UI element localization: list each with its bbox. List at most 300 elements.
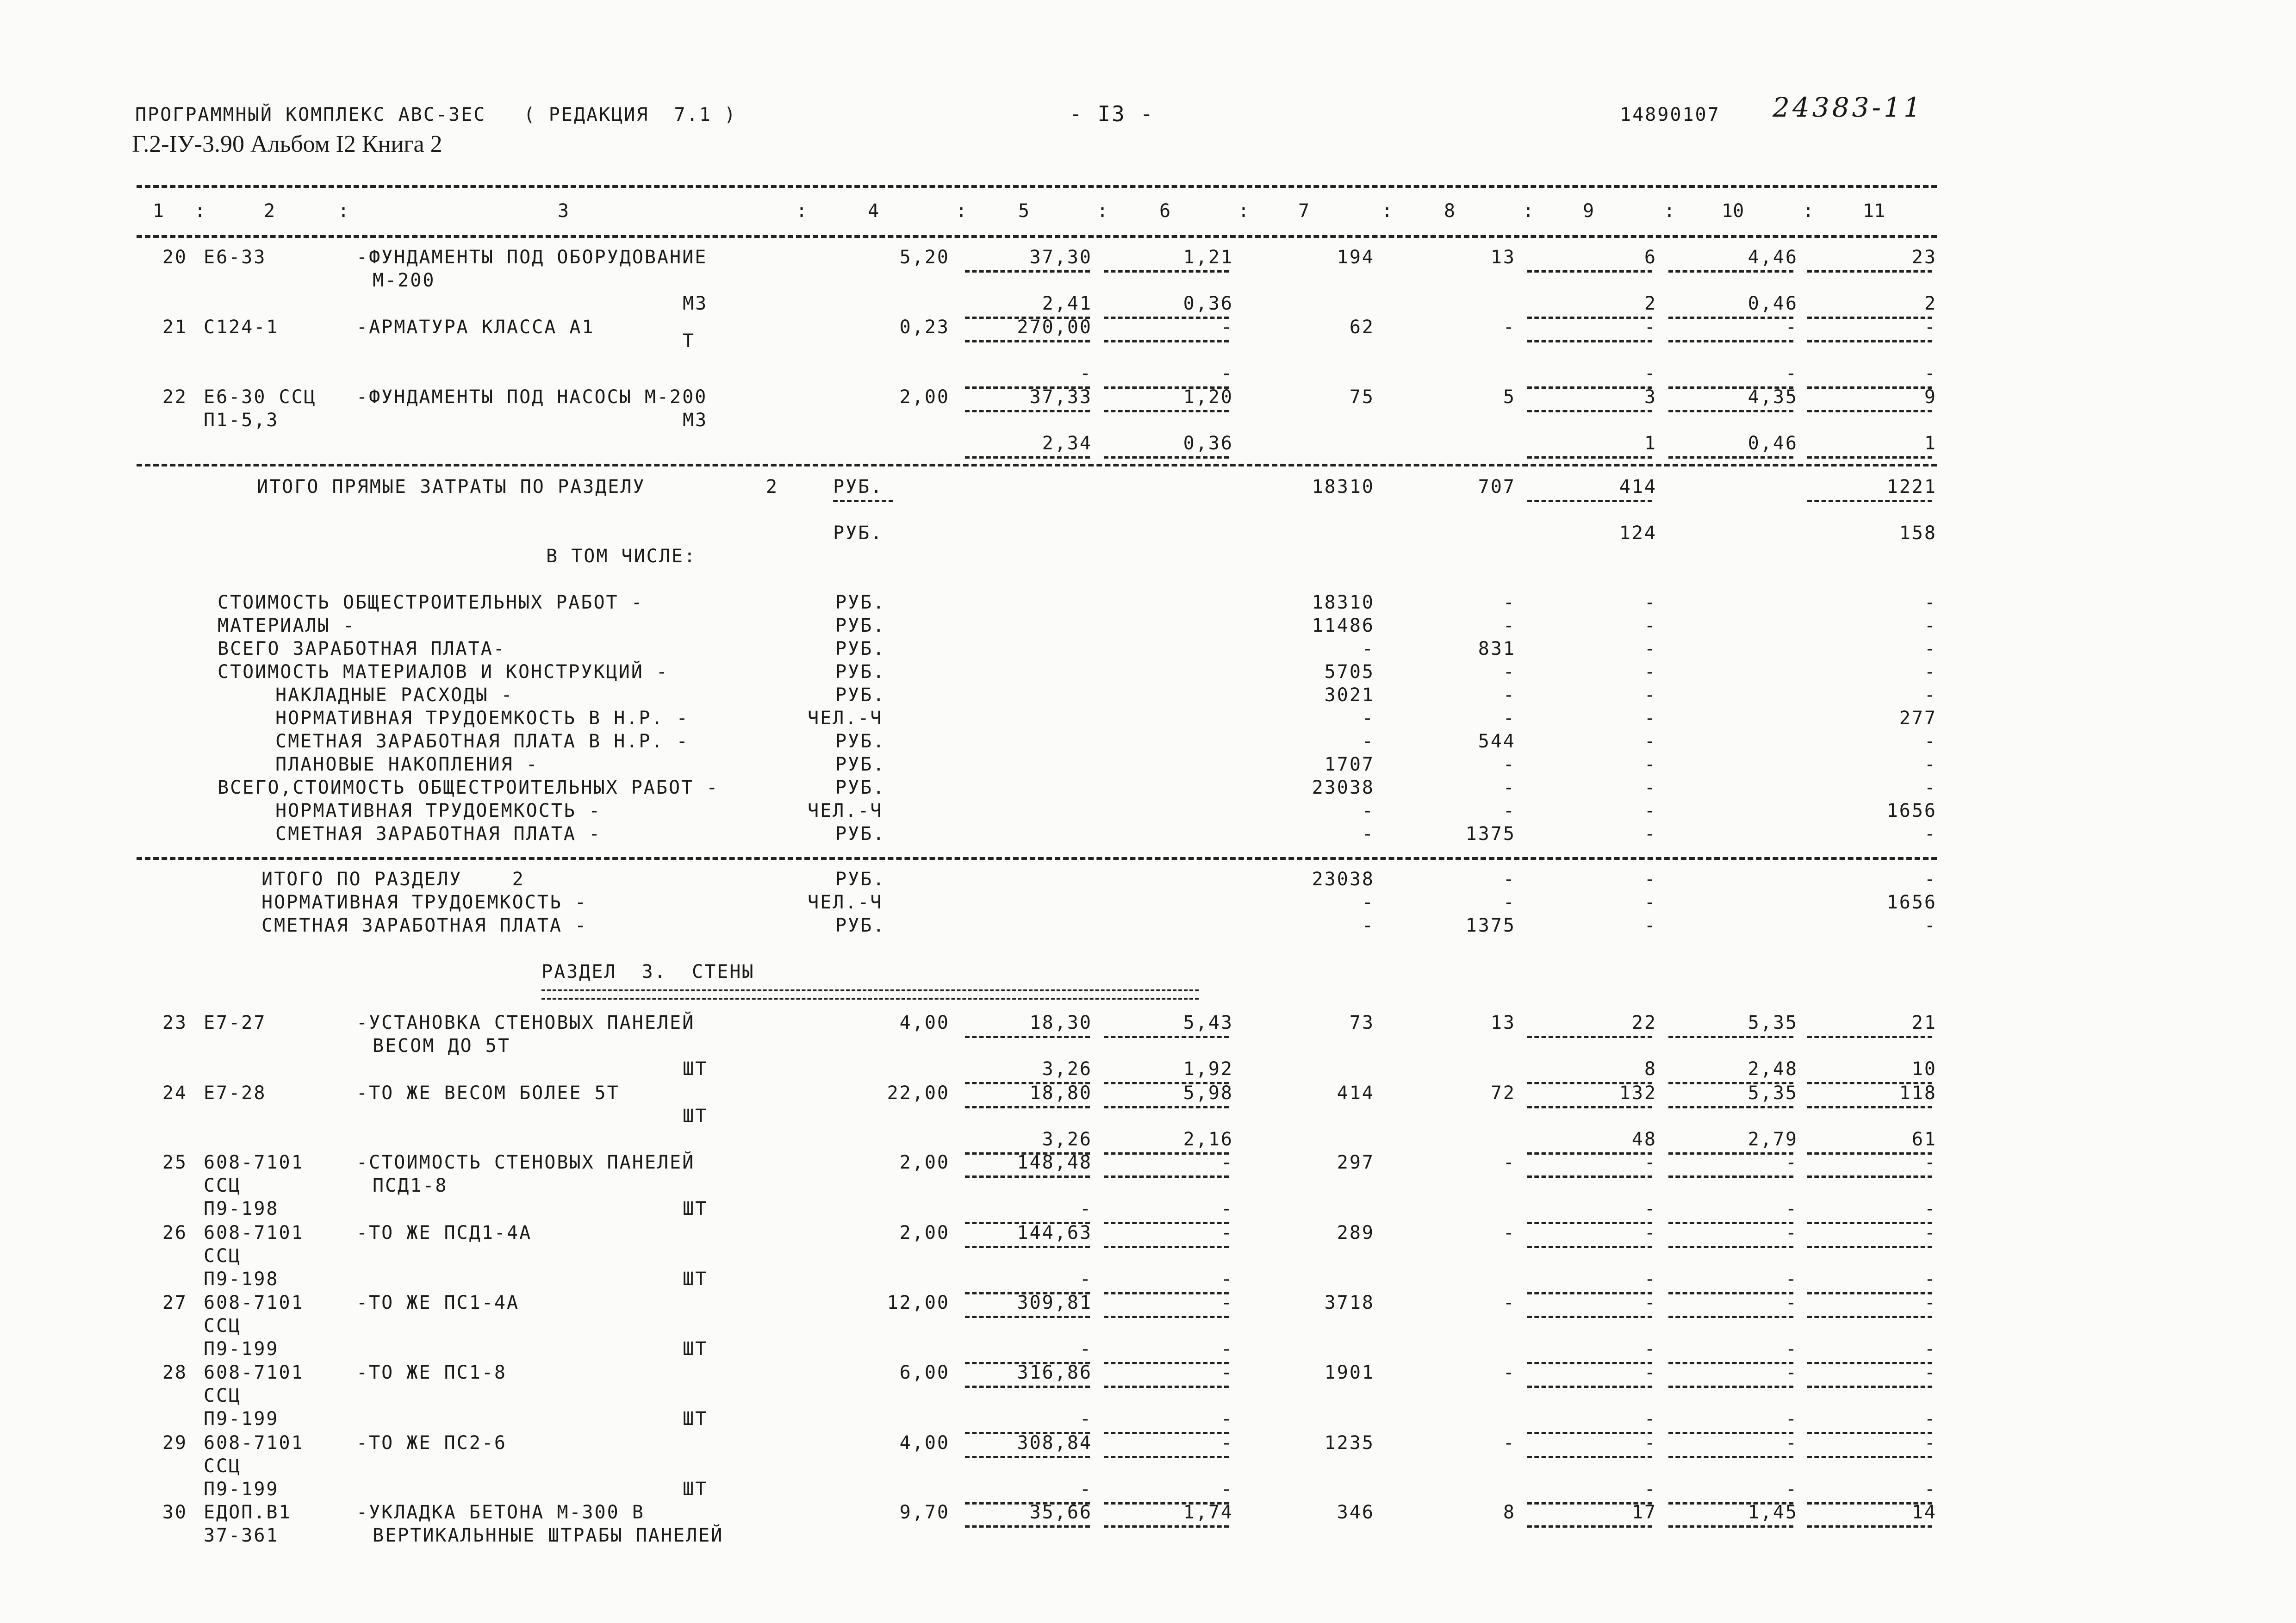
item-quantity: 5,20 <box>899 247 950 268</box>
cell-c5b: 2,41 <box>1042 293 1092 314</box>
cell-c5b: - <box>1079 1269 1092 1290</box>
cell-rule <box>1104 1386 1229 1388</box>
cell-rule <box>1104 410 1229 412</box>
cell-c11: 14 <box>1911 1502 1937 1523</box>
item-description: -ТО ЖЕ ПС1-4А <box>356 1292 520 1313</box>
cell-rule <box>1527 340 1652 342</box>
cell-c11b: - <box>1924 1269 1937 1290</box>
item-number: 27 <box>162 1292 187 1313</box>
item-quantity: 12,00 <box>887 1292 950 1313</box>
column-header-3: 3 <box>558 200 569 222</box>
cell-c7: 73 <box>1349 1012 1375 1033</box>
cell-rule <box>1104 1175 1229 1178</box>
cell-c10: - <box>1785 1432 1798 1454</box>
cell-rule <box>1104 1316 1229 1318</box>
cell-c7: 297 <box>1337 1152 1375 1173</box>
item-code: П9-198 <box>204 1269 279 1290</box>
breakdown-c8: - <box>1503 661 1516 683</box>
column-header-7: 7 <box>1298 200 1310 222</box>
header-top-rule <box>137 185 1937 188</box>
breakdown-unit: РУБ. <box>835 684 886 706</box>
cell-rule <box>1668 456 1793 459</box>
cell-c5: 144,63 <box>1017 1222 1092 1244</box>
cell-rule <box>1807 1525 1932 1528</box>
cell-rule <box>1527 1525 1652 1528</box>
handwritten-number: 24383-11 <box>1773 92 1923 123</box>
section-total-unit: ЧЕЛ.-Ч <box>808 892 883 913</box>
section-heading: РАЗДЕЛ 3. СТЕНЫ <box>541 961 755 983</box>
total-c7: 18310 <box>1312 476 1375 497</box>
breakdown-c11: - <box>1924 615 1937 636</box>
breakdown-unit: РУБ. <box>835 592 886 613</box>
cell-c9: - <box>1644 1152 1657 1173</box>
cell-c5: 148,48 <box>1017 1152 1092 1173</box>
cell-c5: 18,80 <box>1029 1082 1092 1104</box>
cell-rule <box>965 340 1090 342</box>
breakdown-c7: 1707 <box>1324 754 1375 775</box>
cell-c10: - <box>1785 1362 1798 1383</box>
breakdown-c7: - <box>1362 708 1375 729</box>
breakdown-label: ВСЕГО ЗАРАБОТНАЯ ПЛАТА- <box>218 638 506 659</box>
item-description: -ТО ЖЕ ПСД1-4А <box>356 1222 532 1244</box>
breakdown-unit: ЧЕЛ.-Ч <box>808 708 883 729</box>
cell-c6b: - <box>1220 363 1233 384</box>
cell-c11b: - <box>1924 1198 1937 1219</box>
breakdown-c8: - <box>1503 684 1516 706</box>
cell-c11b: - <box>1924 1338 1937 1360</box>
breakdown-c8: - <box>1503 708 1516 729</box>
section-total-c9: - <box>1644 892 1657 913</box>
cell-c5b: - <box>1079 1479 1092 1500</box>
item-code: П9-199 <box>204 1408 279 1430</box>
cell-c7: 289 <box>1337 1222 1375 1244</box>
item-code: ССЦ <box>204 1455 242 1477</box>
breakdown-c11: - <box>1924 777 1937 798</box>
section-total-label: СМЕТНАЯ ЗАРАБОТНАЯ ПЛАТА - <box>261 915 588 936</box>
column-separator: : <box>1803 200 1814 222</box>
cell-c11b: 61 <box>1911 1129 1937 1150</box>
breakdown-c9: - <box>1644 777 1657 798</box>
item-code: ССЦ <box>204 1385 242 1406</box>
cell-c10: - <box>1785 1292 1798 1313</box>
section-total-rule <box>137 857 1937 860</box>
item-unit: ШТ <box>683 1479 708 1500</box>
breakdown-c8: - <box>1503 800 1516 821</box>
cell-rule <box>1807 1456 1932 1458</box>
breakdown-label: СТОИМОСТЬ ОБЩЕСТРОИТЕЛЬНЫХ РАБОТ - <box>218 592 644 613</box>
cell-rule <box>1104 1456 1229 1458</box>
cell-rule <box>1527 456 1652 459</box>
cell-c10: 4,46 <box>1748 247 1798 268</box>
cell-c8: 8 <box>1503 1502 1516 1523</box>
item-quantity: 22,00 <box>887 1082 950 1104</box>
breakdown-c11: - <box>1924 592 1937 613</box>
cell-rule <box>965 1456 1090 1458</box>
item-quantity: 0,23 <box>899 317 950 338</box>
item-unit: ШТ <box>683 1269 708 1290</box>
cell-c9: - <box>1644 1432 1657 1454</box>
item-quantity: 2,00 <box>899 386 950 408</box>
cell-rule <box>833 500 893 502</box>
breakdown-unit: РУБ. <box>835 661 886 683</box>
cell-rule <box>1668 1525 1793 1528</box>
cell-rule <box>965 1106 1090 1108</box>
item-description: -ТО ЖЕ ПС2-6 <box>356 1432 507 1454</box>
cell-rule <box>1807 1106 1932 1108</box>
cell-c7: 414 <box>1337 1082 1375 1104</box>
item-description: М-200 <box>373 270 436 291</box>
breakdown-c9: - <box>1644 615 1657 636</box>
cell-rule <box>1668 340 1793 342</box>
item-code: П9-199 <box>204 1338 279 1360</box>
column-header-9: 9 <box>1583 200 1594 222</box>
cell-c6: - <box>1220 1222 1233 1244</box>
item-code: Е6-33 <box>204 247 267 268</box>
cell-c6b: 2,16 <box>1183 1129 1233 1150</box>
cell-rule <box>1527 500 1652 502</box>
cell-rule <box>1807 1175 1932 1178</box>
cell-c7: 346 <box>1337 1502 1375 1523</box>
column-separator: : <box>338 200 349 222</box>
cell-c9: - <box>1644 1362 1657 1383</box>
item-description: -ТО ЖЕ ВЕСОМ БОЛЕЕ 5Т <box>356 1082 620 1104</box>
item-description: -СТОИМОСТЬ СТЕНОВЫХ ПАНЕЛЕЙ <box>356 1152 695 1173</box>
cell-rule <box>1527 1036 1652 1038</box>
section-total-c11: - <box>1924 915 1937 936</box>
item-code: ССЦ <box>204 1175 242 1196</box>
cell-c11b: - <box>1924 1408 1937 1430</box>
breakdown-c9: - <box>1644 708 1657 729</box>
breakdown-label: СТОИМОСТЬ МАТЕРИАЛОВ И КОНСТРУКЦИЙ - <box>218 661 669 683</box>
cell-c6: - <box>1220 317 1233 338</box>
cell-rule <box>965 270 1090 273</box>
breakdown-unit: РУБ. <box>835 731 886 752</box>
cell-c8: 5 <box>1503 386 1516 408</box>
cell-c11: 118 <box>1899 1082 1937 1104</box>
item-quantity: 9,70 <box>899 1502 950 1523</box>
breakdown-label: ПЛАНОВЫЕ НАКОПЛЕНИЯ - <box>275 754 539 775</box>
breakdown-c9: - <box>1644 754 1657 775</box>
section-total-c7: - <box>1362 915 1375 936</box>
item-description: -ФУНДАМЕНТЫ ПОД НАСОСЫ М-200 <box>356 386 708 408</box>
total-section: 2 <box>766 476 779 497</box>
cell-c11: 21 <box>1911 1012 1937 1033</box>
cell-c11b: 2 <box>1924 293 1937 314</box>
item-unit: Т <box>683 330 696 352</box>
cell-c11: - <box>1924 1222 1937 1244</box>
cell-c10b: 2,48 <box>1748 1058 1798 1080</box>
totals-top-rule <box>137 464 1937 466</box>
cell-rule <box>965 456 1090 459</box>
cell-rule <box>1527 1246 1652 1248</box>
cell-c9b: - <box>1644 1338 1657 1360</box>
cell-rule <box>1807 500 1932 502</box>
item-code: С124-1 <box>204 317 279 338</box>
cell-rule <box>965 1175 1090 1178</box>
item-unit: М3 <box>683 410 708 431</box>
cell-c9b: 48 <box>1631 1129 1657 1150</box>
column-header-5: 5 <box>1018 200 1030 222</box>
cell-c10b: - <box>1785 1338 1798 1360</box>
breakdown-c9: - <box>1644 800 1657 821</box>
cell-rule <box>1807 1036 1932 1038</box>
cell-rule <box>1527 1316 1652 1318</box>
cell-c10b: - <box>1785 1408 1798 1430</box>
column-header-8: 8 <box>1444 200 1456 222</box>
item-quantity: 2,00 <box>899 1222 950 1244</box>
cell-c9b: - <box>1644 1269 1657 1290</box>
cell-rule <box>1668 1106 1793 1108</box>
item-quantity: 6,00 <box>899 1362 950 1383</box>
cell-rule <box>1527 1175 1652 1178</box>
cell-c9: 6 <box>1644 247 1657 268</box>
cell-c6b: - <box>1220 1479 1233 1500</box>
breakdown-unit: РУБ. <box>835 777 886 798</box>
cell-c8: - <box>1503 1362 1516 1383</box>
cell-c5: 37,33 <box>1029 386 1092 408</box>
cell-c11: - <box>1924 1432 1937 1454</box>
cell-rule <box>965 410 1090 412</box>
cell-rule <box>1668 1036 1793 1038</box>
breakdown-unit: ЧЕЛ.-Ч <box>808 800 883 821</box>
item-code: Е7-27 <box>204 1012 267 1033</box>
cell-c6b: - <box>1220 1198 1233 1219</box>
section-total-label: ИТОГО ПО РАЗДЕЛУ 2 <box>261 869 525 890</box>
cell-c10b: - <box>1785 1269 1798 1290</box>
cell-c5b: 2,34 <box>1042 433 1092 454</box>
cell-rule <box>1668 1246 1793 1248</box>
cell-rule <box>1104 456 1229 459</box>
cell-c8: - <box>1503 1292 1516 1313</box>
item-unit: ШТ <box>683 1408 708 1430</box>
cell-c6: 1,20 <box>1183 386 1233 408</box>
cell-rule <box>1807 1246 1932 1248</box>
cell-c11: - <box>1924 1152 1937 1173</box>
cell-c5: 18,30 <box>1029 1012 1092 1033</box>
breakdown-c8: - <box>1503 615 1516 636</box>
cell-rule <box>1807 1386 1932 1388</box>
cell-c10: - <box>1785 317 1798 338</box>
cell-c5b: 3,26 <box>1042 1058 1092 1080</box>
item-code: ССЦ <box>204 1315 242 1337</box>
cell-c7: 3718 <box>1324 1292 1375 1313</box>
cell-c5: 316,86 <box>1017 1362 1092 1383</box>
cell-rule <box>965 1246 1090 1248</box>
breakdown-label: НОРМАТИВНАЯ ТРУДОЕМКОСТЬ В Н.Р. - <box>275 708 689 729</box>
cell-c6: 1,21 <box>1183 247 1233 268</box>
breakdown-c11: 277 <box>1899 708 1937 729</box>
breakdown-c11: - <box>1924 661 1937 683</box>
item-unit: ШТ <box>683 1106 708 1127</box>
breakdown-c11: - <box>1924 823 1937 845</box>
cell-c6b: - <box>1220 1269 1233 1290</box>
total-label: ИТОГО ПРЯМЫЕ ЗАТРАТЫ ПО РАЗДЕЛУ <box>257 476 646 497</box>
item-quantity: 2,00 <box>899 1152 950 1173</box>
total-unit: РУБ. <box>833 476 884 497</box>
cell-c11: 23 <box>1911 247 1937 268</box>
item-code: 608-7101 <box>204 1362 304 1383</box>
cell-c5: 270,00 <box>1017 317 1092 338</box>
total-c11: 1221 <box>1886 476 1937 497</box>
breakdown-c11: - <box>1924 684 1937 706</box>
item-number: 22 <box>162 386 187 408</box>
item-description: -ТО ЖЕ ПС1-8 <box>356 1362 507 1383</box>
cell-rule <box>1527 1386 1652 1388</box>
cell-c9: 22 <box>1631 1012 1657 1033</box>
total-c9: 414 <box>1619 476 1657 497</box>
breakdown-c7: 11486 <box>1312 615 1375 636</box>
column-separator: : <box>1097 200 1108 222</box>
cell-c9b: - <box>1644 1408 1657 1430</box>
cell-c6: - <box>1220 1292 1233 1313</box>
section-total-c9: - <box>1644 869 1657 890</box>
cell-rule <box>1668 270 1793 273</box>
cell-c7: 1235 <box>1324 1432 1375 1454</box>
cell-c6b: 1,92 <box>1183 1058 1233 1080</box>
breakdown-c11: 1656 <box>1886 800 1937 821</box>
column-separator: : <box>1664 200 1675 222</box>
item-number: 29 <box>162 1432 187 1454</box>
cell-c5: 308,84 <box>1017 1432 1092 1454</box>
cell-rule <box>1668 410 1793 412</box>
cell-c9: - <box>1644 1222 1657 1244</box>
item-code: П9-199 <box>204 1479 279 1500</box>
section-total-c8: 1375 <box>1465 915 1516 936</box>
breakdown-c11: - <box>1924 731 1937 752</box>
cell-c10: 4,35 <box>1748 386 1798 408</box>
column-header-6: 6 <box>1159 200 1171 222</box>
section-total-c7: 23038 <box>1312 869 1375 890</box>
item-unit: ШТ <box>683 1338 708 1360</box>
breakdown-c8: 544 <box>1478 731 1516 752</box>
item-code: ЕДОП.В1 <box>204 1502 292 1523</box>
breakdown-c9: - <box>1644 684 1657 706</box>
cell-rule <box>965 1525 1090 1528</box>
breakdown-c7: - <box>1362 731 1375 752</box>
cell-c11: - <box>1924 317 1937 338</box>
page-number: - I3 - <box>1069 101 1155 126</box>
cell-c10: 5,35 <box>1748 1012 1798 1033</box>
cell-c5b: - <box>1079 1198 1092 1219</box>
breakdown-c7: 18310 <box>1312 592 1375 613</box>
cell-c8: - <box>1503 1152 1516 1173</box>
breakdown-c8: - <box>1503 592 1516 613</box>
cell-rule <box>1527 1456 1652 1458</box>
cell-rule <box>1104 1525 1229 1528</box>
cell-c11b: 1 <box>1924 433 1937 454</box>
cell-c6b: - <box>1220 1338 1233 1360</box>
cell-c9b: 1 <box>1644 433 1657 454</box>
cell-c9: 132 <box>1619 1082 1657 1104</box>
cell-c9: 3 <box>1644 386 1657 408</box>
cell-c10: - <box>1785 1222 1798 1244</box>
program-header: ПРОГРАММНЫЙ КОМПЛЕКС АВС-3ЕС ( РЕДАКЦИЯ 7.1 ) <box>135 104 737 125</box>
section-total-c8: - <box>1503 892 1516 913</box>
breakdown-c8: - <box>1503 754 1516 775</box>
cell-c6: 1,74 <box>1183 1502 1233 1523</box>
cell-rule <box>1104 1106 1229 1108</box>
cell-c6: 5,98 <box>1183 1082 1233 1104</box>
cell-rule <box>965 1316 1090 1318</box>
item-number: 30 <box>162 1502 187 1523</box>
item-code: Е6-30 ССЦ <box>204 386 317 408</box>
cell-c5b: - <box>1079 1408 1092 1430</box>
cell-rule <box>1104 1036 1229 1038</box>
cell-rule <box>1807 456 1932 459</box>
cell-c9: 17 <box>1631 1502 1657 1523</box>
breakdown-c7: - <box>1362 638 1375 659</box>
column-header-1: 1 <box>153 200 164 222</box>
breakdown-label: СМЕТНАЯ ЗАРАБОТНАЯ ПЛАТА - <box>275 823 602 845</box>
cell-c11: 9 <box>1924 386 1937 408</box>
section-total-unit: РУБ. <box>835 869 886 890</box>
item-number: 25 <box>162 1152 187 1173</box>
cell-c6: - <box>1220 1432 1233 1454</box>
breakdown-label: НАКЛАДНЫЕ РАСХОДЫ - <box>275 684 514 706</box>
breakdown-unit: РУБ. <box>835 754 886 775</box>
cell-c9b: 8 <box>1644 1058 1657 1080</box>
breakdown-c8: 831 <box>1478 638 1516 659</box>
cell-c6: - <box>1220 1362 1233 1383</box>
item-quantity: 4,00 <box>899 1432 950 1454</box>
breakdown-label: НОРМАТИВНАЯ ТРУДОЕМКОСТЬ - <box>275 800 602 821</box>
cell-rule <box>965 1036 1090 1038</box>
cell-rule <box>1807 1316 1932 1318</box>
item-code: П1-5,3 <box>204 410 279 431</box>
item-description: -АРМАТУРА КЛАССА А1 <box>356 317 595 338</box>
cell-c7: 75 <box>1349 386 1375 408</box>
cell-rule <box>1807 270 1932 273</box>
cell-rule <box>1527 1106 1652 1108</box>
breakdown-c9: - <box>1644 731 1657 752</box>
item-code: 37-361 <box>204 1525 279 1546</box>
item-number: 24 <box>162 1082 187 1104</box>
cell-c11b: - <box>1924 363 1937 384</box>
cell-c5b: 3,26 <box>1042 1129 1092 1150</box>
cell-c10b: 0,46 <box>1748 293 1798 314</box>
item-number: 28 <box>162 1362 187 1383</box>
breakdown-label: МАТЕРИАЛЫ - <box>218 615 355 636</box>
breakdown-c11: - <box>1924 638 1937 659</box>
cell-c10: 1,45 <box>1748 1502 1798 1523</box>
breakdown-c9: - <box>1644 592 1657 613</box>
cell-c10b: - <box>1785 1479 1798 1500</box>
cell-c10b: 2,79 <box>1748 1129 1798 1150</box>
section-total-label: НОРМАТИВНАЯ ТРУДОЕМКОСТЬ - <box>261 892 588 913</box>
item-description: -УСТАНОВКА СТЕНОВЫХ ПАНЕЛЕЙ <box>356 1012 695 1033</box>
cell-rule <box>1104 270 1229 273</box>
item-code: ССЦ <box>204 1245 242 1267</box>
cell-rule <box>1807 340 1932 342</box>
column-separator: : <box>1381 200 1393 222</box>
cell-c8: 72 <box>1490 1082 1516 1104</box>
cell-c8: - <box>1503 317 1516 338</box>
cell-c11b: 10 <box>1911 1058 1937 1080</box>
item-number: 20 <box>162 247 187 268</box>
cell-rule <box>1668 1456 1793 1458</box>
including-label: В ТОМ ЧИСЛЕ: <box>546 546 697 567</box>
cell-c9b: 2 <box>1644 293 1657 314</box>
item-code: 608-7101 <box>204 1222 304 1244</box>
cell-c5: 35,66 <box>1029 1502 1092 1523</box>
cell-c6b: - <box>1220 1408 1233 1430</box>
cell-c8: - <box>1503 1432 1516 1454</box>
item-description: -УКЛАДКА БЕТОНА М-300 В <box>356 1502 645 1523</box>
breakdown-c8: 1375 <box>1465 823 1516 845</box>
breakdown-c7: - <box>1362 800 1375 821</box>
cell-c9b: - <box>1644 363 1657 384</box>
column-separator: : <box>796 200 808 222</box>
